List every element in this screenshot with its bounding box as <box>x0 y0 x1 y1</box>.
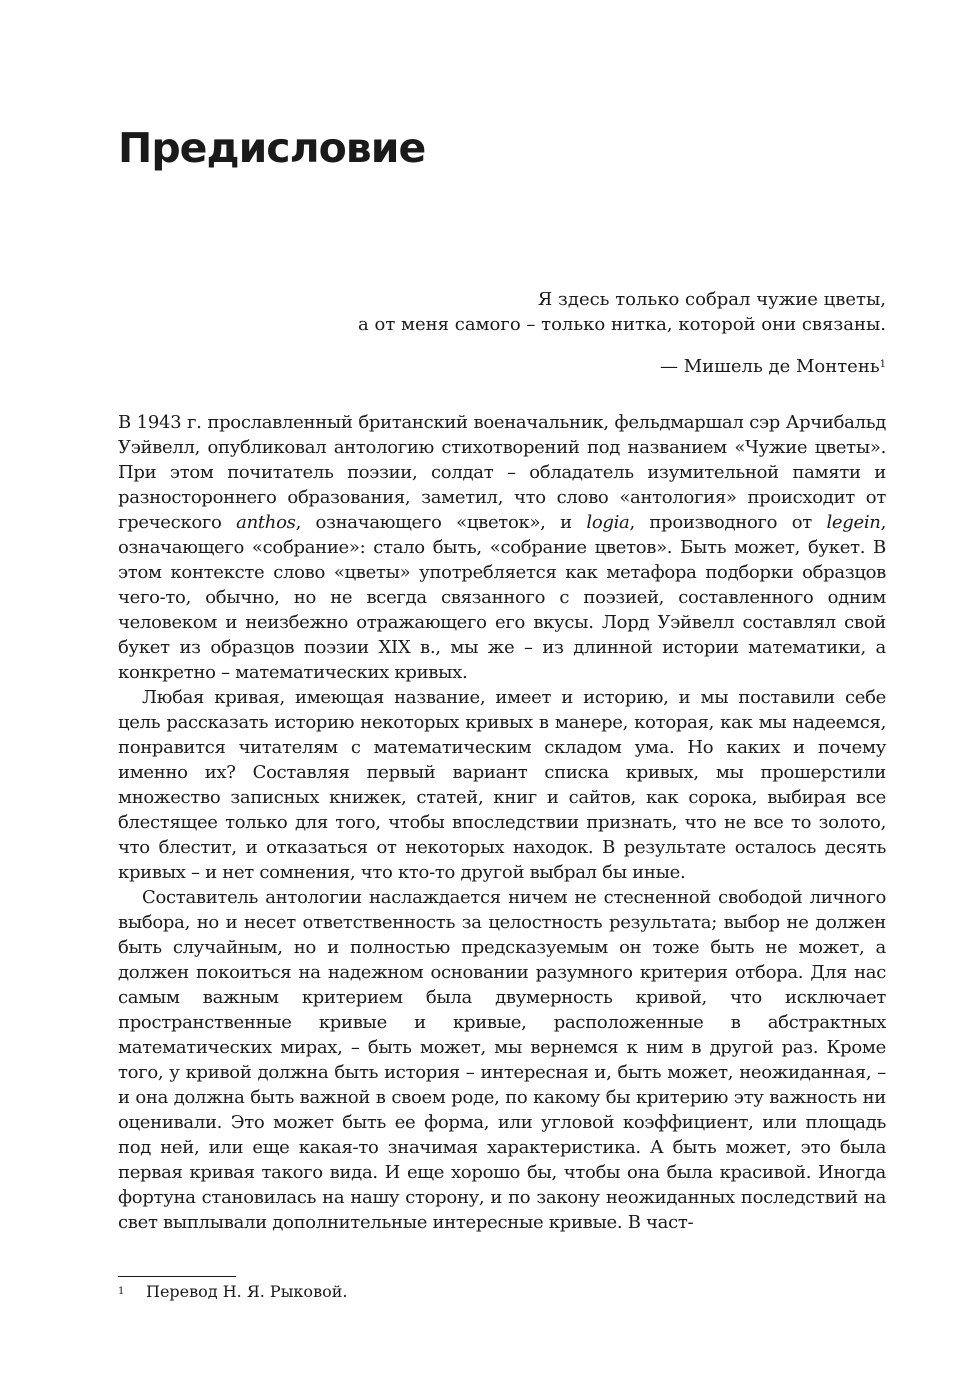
paragraph-text: , производного от <box>629 512 827 533</box>
body-text <box>118 410 886 1235</box>
epigraph-line-1: Я здесь только собрал чужие цветы, <box>537 289 886 310</box>
italic-term: anthos <box>236 512 296 533</box>
epigraph-line-2: а от меня самого – только нитка, которой они связаны. <box>358 314 886 335</box>
footnote-number: 1 <box>118 1286 125 1297</box>
epigraph <box>358 287 886 379</box>
footnote-divider <box>118 1276 236 1277</box>
paragraph: Любая кривая, имеющая название, имеет и историю, и мы поставили себе цель рассказать историю некоторых кривых в манере, которая, как мы надеемся, понравится читателям с математическим складом ума. Но каких и почему именно их? Составляя первый вариант списка кривых, мы прошерстили множество записных книжек, статей, книг и сайтов, как сорока, выбирая все блестящее только для того, чтобы впоследствии признать, что не все то золото, что блестит, и отказаться от некоторых находок. В результате осталось десять кривых – и нет сомнения, что кто-то другой выбрал бы иные. <box>118 687 886 883</box>
epigraph-attribution <box>358 354 886 379</box>
italic-term: legein <box>826 512 881 533</box>
page-title: Предисловие <box>118 124 426 172</box>
paragraph <box>118 410 886 685</box>
paragraph: Составитель антологии наслаждается ничем не стесненной свободой личного выбора, но и несет ответственность за целостность результата; выбор не должен быть случайным, но и полностью предсказуемым он тоже быть не может, а должен покоиться на надежном основании разумного критерия отбора. Для нас самым важным критерием была двумерность кривой, что исключает пространственные кривые и кривые, расположенные в абстрактных математических мирах, – быть может, мы вернемся к ним в другой раз. Кроме того, у кривой должна быть история – интересная и, быть может, неожиданная, – и она должна быть важной в своем роде, по какому бы критерию эту важность ни оценивали. Это может быть ее форма, или угловой коэффициент, или площадь под ней, или еще какая-то значимая характеристика. А быть может, это была первая кривая такого вида. И еще хорошо бы, чтобы она была красивой. Иногда фортуна становилась на нашу сторону, и по закону неожиданных последствий на свет выплывали дополнительные интересные кривые. В част- <box>118 887 886 1233</box>
paragraph-text: , означающего «цветок», и <box>295 512 587 533</box>
footnote-text: Перевод Н. Я. Рыковой. <box>146 1282 348 1301</box>
italic-term: logia <box>586 512 630 533</box>
footnote <box>118 1281 347 1303</box>
paragraph-text: , означающего «собрание»: стало быть, «собрание цветов». Быть может, букет. В этом контексте слово «цветы» употребляется как метафора подборки образцов чего-то, обычно, но не всегда связанного с поэзией, составленного одним человеком и неизбежно отражающего его вкусы. Лорд Уэйвелл составлял свой букет из образцов поэзии XIX в., мы же – из длинной истории математики, а конкретно – математических кривых. <box>118 512 886 683</box>
paragraph-text: В 1943 г. прославленный британский военачальник, фельдмаршал сэр Арчибальд Уэйвелл, опубликовал антологию стихотворений под названием «Чужие цветы». При этом почитатель поэзии, солдат – обладатель изумительной памяти и разностороннего образования, заметил, что слово «антология» происходит от греческого <box>118 412 886 533</box>
epigraph-author: — Мишель де Монтень <box>660 356 880 377</box>
footnote-reference: 1 <box>879 359 886 370</box>
